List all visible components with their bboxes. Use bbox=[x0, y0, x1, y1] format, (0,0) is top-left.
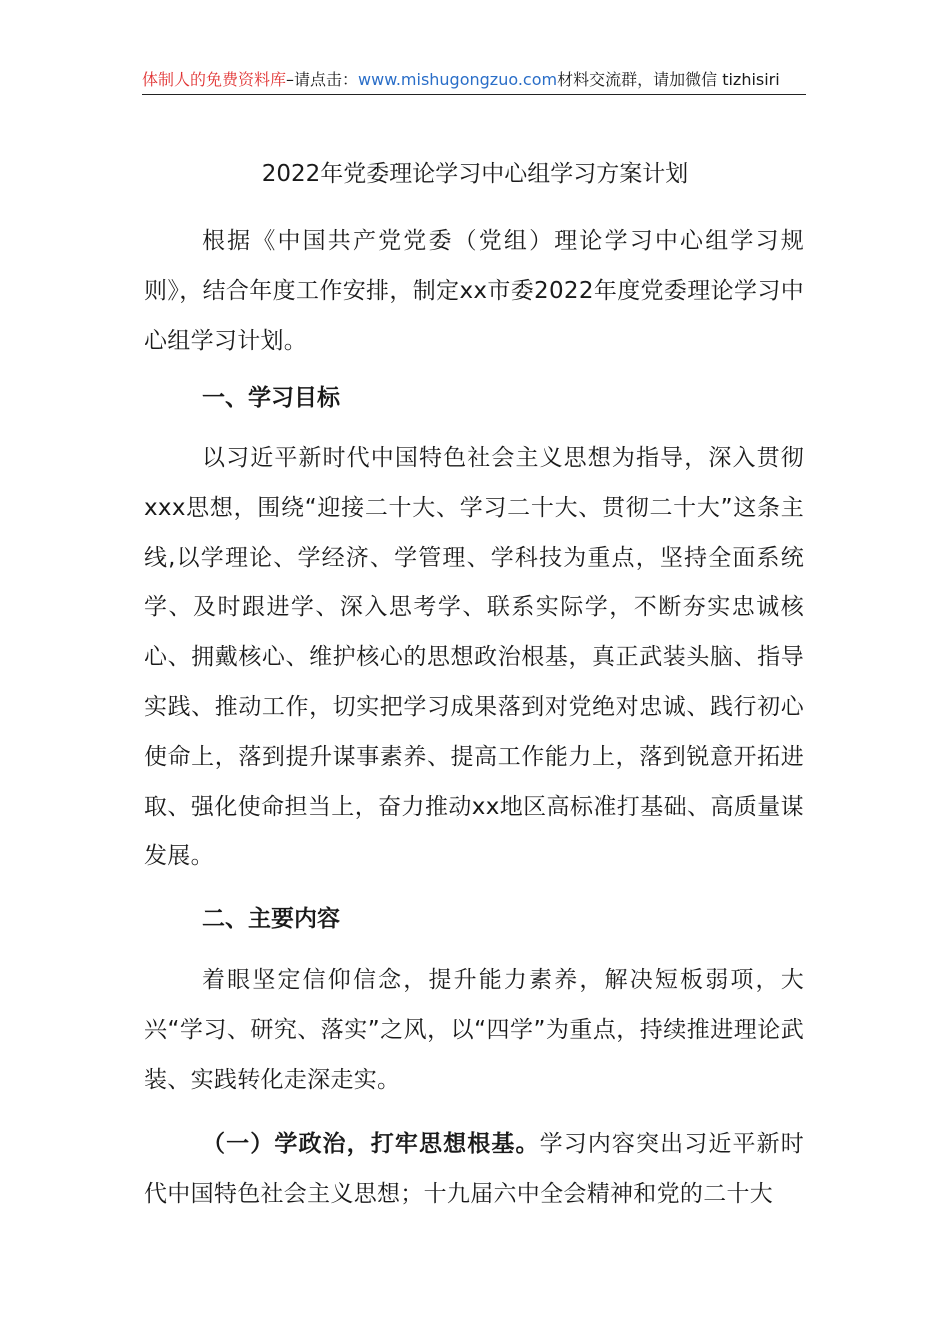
item-1-text: 学习内容突出习近平新时代中国特色社会主义思想；十九届六中全会精神和党的二十大 bbox=[144, 1131, 804, 1207]
section-2-heading: 二、主要内容 bbox=[202, 906, 340, 932]
section-2-paragraph: 着眼坚定信仰信念，提升能力素养，解决短板弱项，大兴“学习、研究、落实”之风，以“四学”为重点，持续推进理论武装、实践转化走深走实。 bbox=[144, 967, 804, 1093]
header-banner bbox=[142, 66, 806, 95]
item-1-lead: （一）学政治，打牢思想根基。 bbox=[202, 1131, 540, 1157]
header-wechat-note: 材料交流群，请加微信 tizhisiri bbox=[557, 70, 780, 89]
section-1-paragraph: 以习近平新时代中国特色社会主义思想为指导，深入贯彻xxx思想，围绕“迎接二十大、学习二十大、贯彻二十大”这条主线,以学理论、学经济、学管理、学科技为重点，坚持全面系统学、及时跟进学、深入思考学、联系实际学，不断夯实忠诚核心、拥戴核心、维护核心的思想政治根基，真正武装头脑、指导实践、推动工作，切实把学习成果落到对党绝对忠诚、践行初心使命上，落到提升谋事素养、提高工作能力上，落到锐意开拓进取、强化使命担当上，奋力推动xx地区高标准打基础、高质量谋发展。 bbox=[144, 445, 804, 870]
intro-paragraph: 根据《中国共产党党委（党组）理论学习中心组学习规则》，结合年度工作安排，制定xx市委2022年度党委理论学习中心组学习计划。 bbox=[144, 228, 804, 354]
header-prompt: –请点击： bbox=[286, 70, 359, 89]
header-url-link[interactable]: www.mishugongzuo.com bbox=[358, 70, 558, 89]
header-brand-link[interactable]: 体制人的免费资料库 bbox=[142, 70, 287, 89]
section-1-heading: 一、学习目标 bbox=[202, 385, 340, 411]
document-title: 2022年党委理论学习中心组学习方案计划 bbox=[261, 161, 689, 187]
section-2-item-1-paragraph bbox=[144, 1120, 804, 1220]
